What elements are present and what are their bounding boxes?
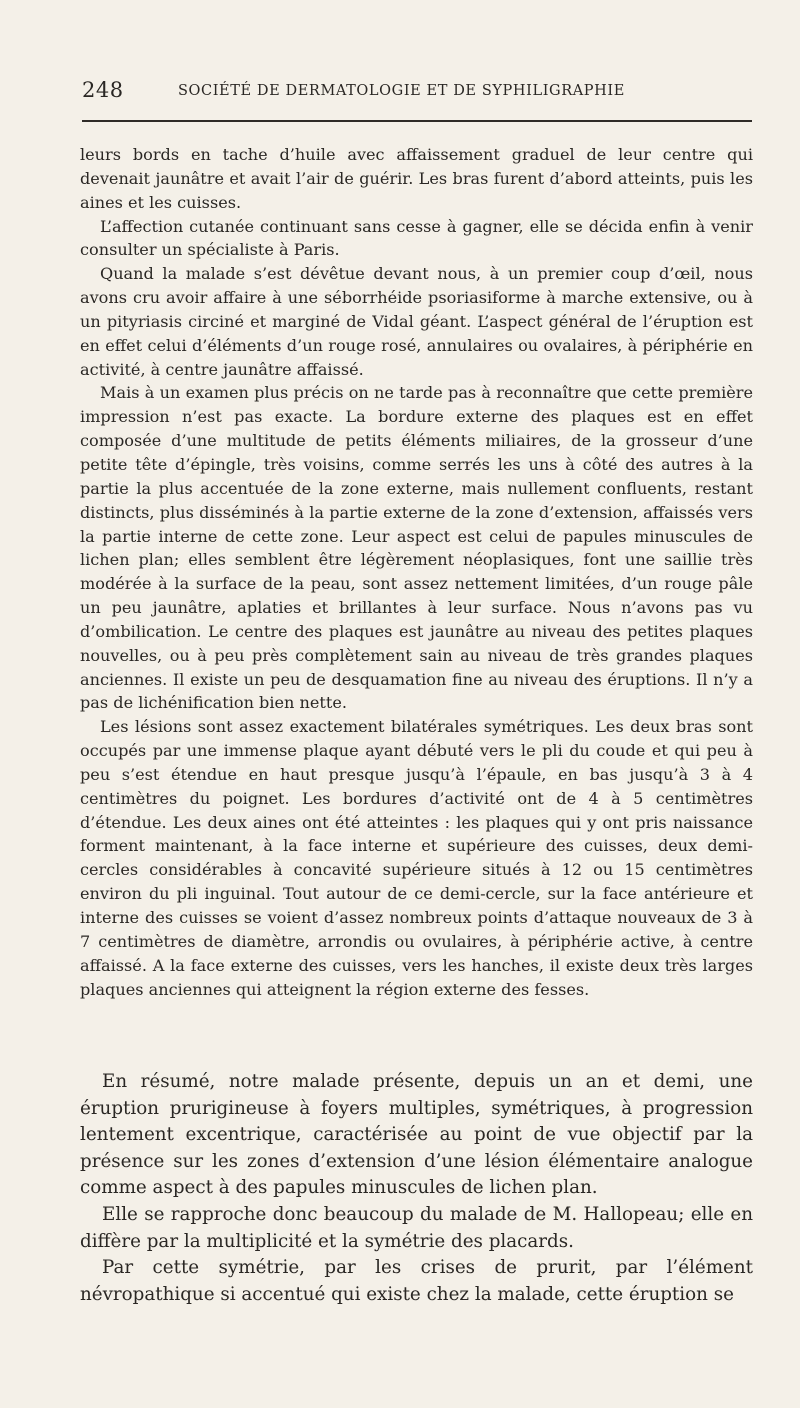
page-number: 248	[82, 78, 124, 102]
header-rule	[82, 120, 752, 122]
paragraph: Les lésions sont assez exactement bilatérales symétriques. Les deux bras sont occupés par une immense plaque ayant débuté vers le pli du coude et qui peu à peu s’est étendue en haut presque jusqu’à l’épaule, en bas jusqu’à 3 à 4 centimètres du poignet. Les bordures d’activité ont de 4 à 5 centimètres d’étendue. Les deux aines ont été atteintes : les plaques qui y ont pris naissance forment maintenant, à la face interne et supérieure des cuisses, deux demi-cercles considérables à concavité supérieure situés à 12 ou 15 centimètres environ du pli inguinal. Tout autour de ce demi-cercle, sur la face antérieure et interne des cuisses se voient d’assez nombreux points d’attaque nouveaux de 3 à 7 centimètres de diamètre, arrondis ou ovulaires, à périphérie active, à centre affaissé. A la face externe des cuisses, vers les hanches, il existe deux très larges plaques anciennes qui atteignent la région externe des fesses.	[80, 717, 753, 999]
conclusion-paragraph: Par cette symétrie, par les crises de prurit, par l’élément névropathique si accentué qui existe chez la malade, cette éruption se	[80, 1257, 753, 1305]
paragraph: Mais à un examen plus précis on ne tarde pas à reconnaître que cette première impression n’est pas exacte. La bordure externe des plaques est en effet composée d’une multitude de petits éléments miliaires, de la grosseur d’une petite tête d’épingle, très voisins, comme serrés les uns à côté des autres à la partie la plus accentuée de la zone externe, mais nullement confluents, restant distincts, plus disséminés à la partie externe de la zone d’extension, affaissés vers la partie interne de cette zone. Leur aspect est celui de papules minuscules de lichen plan; elles semblent être légèrement néoplasiques, font une saillie très modérée à la surface de la peau, sont assez nettement limitées, d’un rouge pâle un peu jaunâtre, aplaties et brillantes à leur surface. Nous n’avons pas vu d’ombilication. Le centre des plaques est jaunâtre au niveau des petites plaques nouvelles, ou à peu près complètement sain au niveau de très grandes plaques anciennes. Il existe un peu de desquamation fine au niveau des éruptions. Il n’y a pas de lichénification bien nette.	[80, 383, 753, 713]
running-head: SOCIÉTÉ DE DERMATOLOGIE ET DE SYPHILIGRAPHIE	[178, 83, 625, 99]
conclusion-paragraph: En résumé, notre malade présente, depuis un an et demi, une éruption prurigineuse à foyers multiples, symétriques, à progression lentement excentrique, caractérisée au point de vue objectif par la présence sur les zones d’extension d’une lésion élémentaire analogue comme aspect à des papules minuscules de lichen plan.	[80, 1071, 753, 1199]
paragraph: Quand la malade s’est dévêtue devant nous, à un premier coup d’œil, nous avons cru avoir affaire à une séborrhéide psoriasiforme à marche extensive, ou à un pityriasis circiné et marginé de Vidal géant. L’aspect général de l’éruption est en effet celui d’éléments d’un rouge rosé, annulaires ou ovalaires, à périphérie en activité, à centre jaunâtre affaissé.	[80, 264, 753, 379]
conclusion-paragraph: Elle se rapproche donc beaucoup du malade de M. Hallopeau; elle en diffère par la multiplicité et la symétrie des placards.	[80, 1203, 753, 1252]
paragraph-continued: leurs bords en tache d’huile avec affaissement graduel de leur centre qui devenait jaunâtre et avait l’air de guérir. Les bras furent d’abord atteints, puis les aines et les cuisses.	[80, 145, 753, 212]
paragraph: L’affection cutanée continuant sans cesse à gagner, elle se décida enfin à venir consulter un spécialiste à Paris.	[80, 216, 753, 260]
conclusion-text	[80, 1069, 753, 1308]
page-header	[82, 78, 752, 110]
observation-text	[80, 143, 753, 1001]
